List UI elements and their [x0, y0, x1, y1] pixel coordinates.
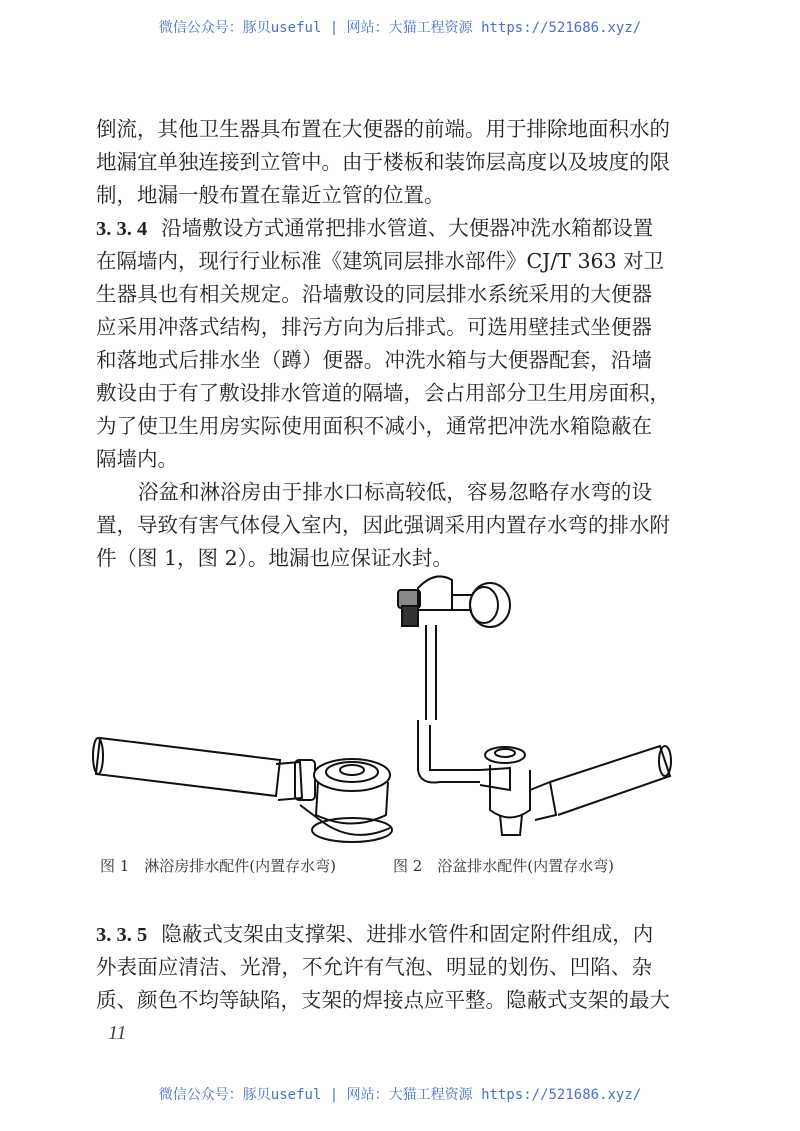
paragraph-line: 倒流，其他卫生器具布置在大便器的前端。用于排除地面积水的	[96, 117, 670, 141]
paragraph-line: 件（图 1，图 2）。地漏也应保证水封。	[96, 546, 453, 570]
paragraph-line: 置，导致有害气体侵入室内，因此强调采用内置存水弯的排水附	[96, 513, 670, 537]
watermark-footer: 微信公众号：豚贝useful | 网站：大猫工程资源 https://521686.xyz/	[158, 1087, 642, 1103]
paragraph-line: 浴盆和淋浴房由于排水口标高较低，容易忽略存水弯的设	[138, 480, 652, 504]
section-335-first-line	[96, 919, 652, 949]
paragraph-line: 制，地漏一般布置在靠近立管的位置。	[96, 183, 445, 207]
paragraph-line: 在隔墙内，现行行业标准《建筑同层排水部件》CJ/T 363 对卫	[96, 249, 665, 273]
paragraph-line: 质、颜色不均等缺陷，支架的焊接点应平整。隐蔽式支架的最大	[96, 988, 670, 1012]
paragraph-line: 和落地式后排水坐（蹲）便器。冲洗水箱与大便器配套，沿墙	[96, 348, 652, 372]
paragraph-line: 敷设由于有了敷设排水管道的隔墙，会占用部分卫生用房面积，	[96, 381, 670, 405]
paragraph-line: 地漏宜单独连接到立管中。由于楼板和装饰层高度以及坡度的限	[96, 150, 670, 174]
paragraph-line: 外表面应清洁、光滑，不允许有气泡、明显的划伤、凹陷、杂	[96, 955, 652, 979]
section-number: 3. 3. 4	[96, 218, 148, 240]
figure-1-shower-drain-illustration	[90, 720, 410, 850]
paragraph-line: 应采用冲落式结构，排污方向为后排式。可选用壁挂式坐便器	[96, 315, 652, 339]
paragraph-line: 隔墙内。	[96, 447, 178, 471]
section-text: 沿墙敷设方式通常把排水管道、大便器冲洗水箱都设置	[161, 216, 654, 240]
section-text: 隐蔽式支架由支撑架、进排水管件和固定附件组成，内	[161, 922, 654, 946]
paragraph-line: 为了使卫生用房实际使用面积不减小，通常把冲洗水箱隐蔽在	[96, 414, 652, 438]
watermark-header: 微信公众号：豚贝useful | 网站：大猫工程资源 https://521686.xyz/	[158, 20, 642, 36]
figure-2-bathtub-drain-illustration	[390, 570, 680, 850]
figure-1-caption: 图 1 淋浴房排水配件(内置存水弯)	[100, 857, 337, 875]
figure-2-caption: 图 2 浴盆排水配件(内置存水弯)	[393, 857, 615, 875]
page-number: 11	[108, 1022, 127, 1044]
section-334-first-line	[96, 213, 652, 243]
section-number: 3. 3. 5	[96, 924, 148, 946]
paragraph-line: 生器具也有相关规定。沿墙敷设的同层排水系统采用的大便器	[96, 282, 652, 306]
